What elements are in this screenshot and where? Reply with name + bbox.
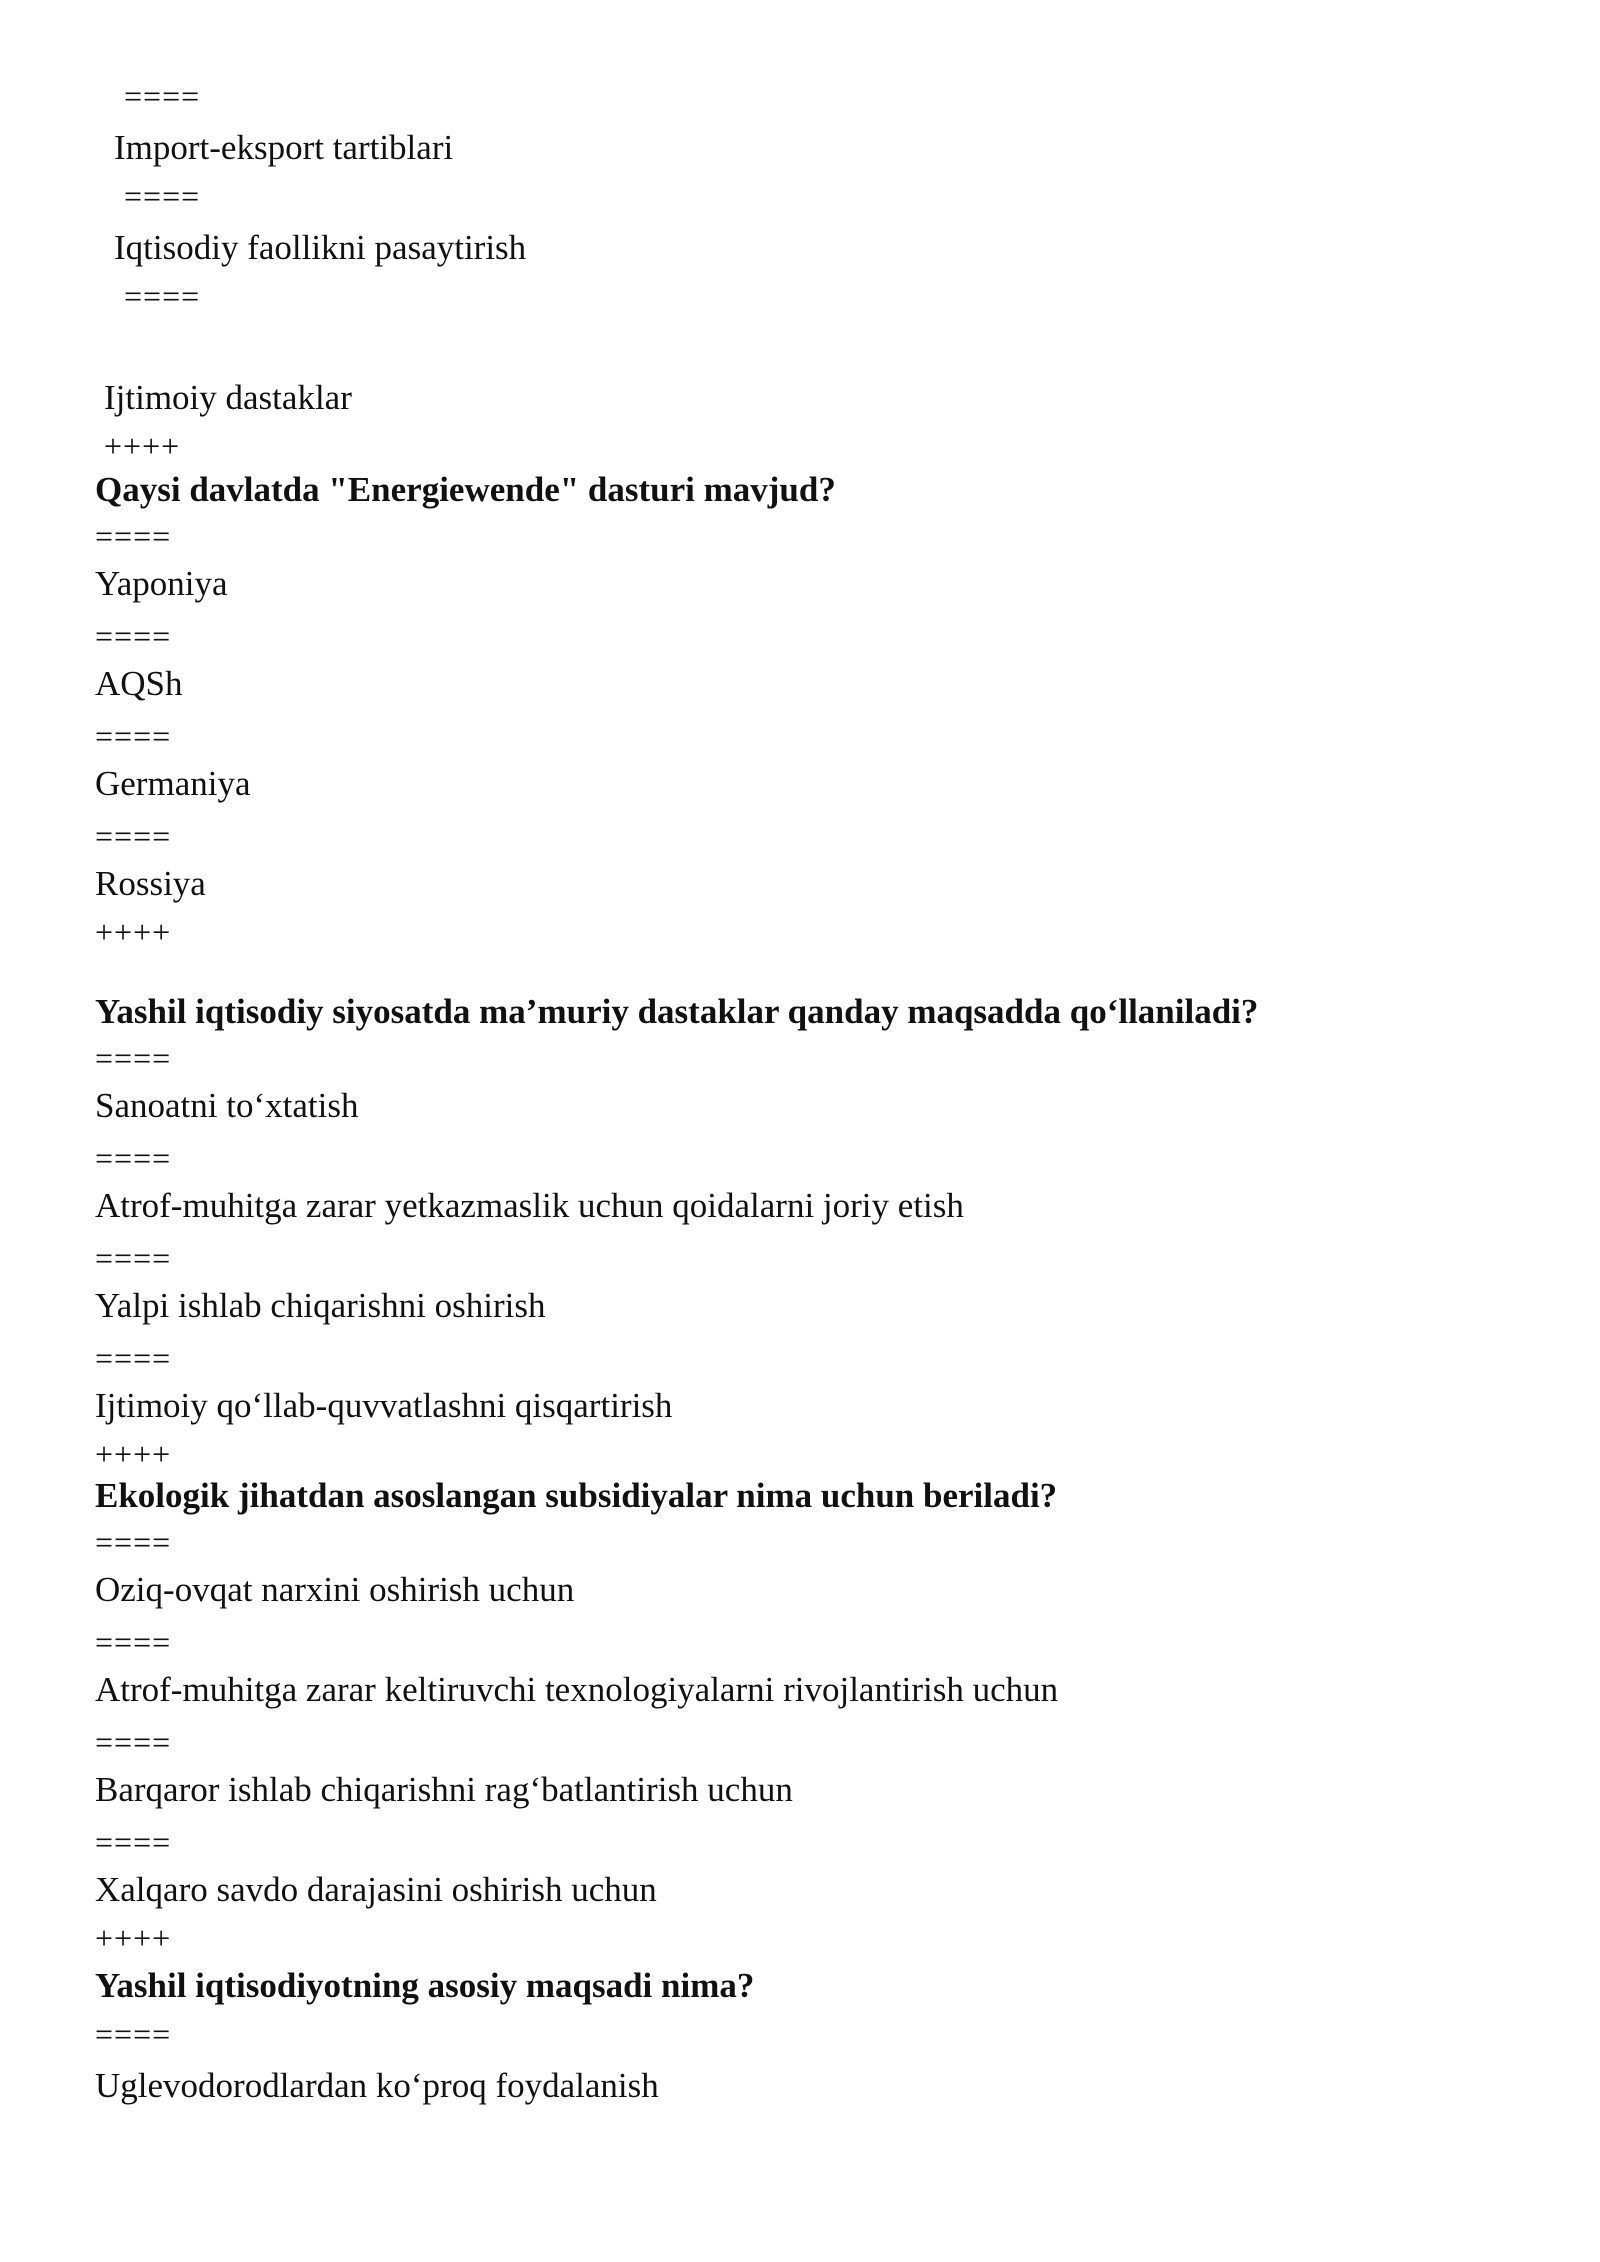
question-separator: ++++ xyxy=(95,1920,172,1956)
answer-option: Barqaror ishlab chiqarishni rag‘batlantirish uchun xyxy=(95,1770,793,1809)
option-separator: ==== xyxy=(95,818,172,854)
answer-option: Germaniya xyxy=(95,764,251,803)
answer-option: Atrof-muhitga zarar keltiruvchi texnologiyalarni rivojlantirish uchun xyxy=(95,1670,1059,1709)
answer-option: Rossiya xyxy=(95,864,206,903)
answer-option: Oziq-ovqat narxini oshirish uchun xyxy=(95,1570,575,1609)
question-separator: ++++ xyxy=(95,1436,172,1472)
option-separator: ==== xyxy=(95,1340,172,1376)
answer-option: Yaponiya xyxy=(95,564,228,603)
question-text: Ekologik jihatdan asoslangan subsidiyalar nima uchun beriladi? xyxy=(95,1476,1058,1515)
option-separator: ==== xyxy=(95,1824,172,1860)
answer-option: AQSh xyxy=(95,664,183,703)
answer-option: Ijtimoiy qo‘llab-quvvatlashni qisqartirish xyxy=(95,1386,673,1425)
question-separator: ++++ xyxy=(95,914,172,950)
answer-option: Atrof-muhitga zarar yetkazmaslik uchun qoidalarni joriy etish xyxy=(95,1186,964,1225)
answer-option: Iqtisodiy faollikni pasaytirish xyxy=(114,228,527,267)
option-separator: ==== xyxy=(95,518,172,554)
option-separator: ==== xyxy=(95,718,172,754)
option-separator: ==== xyxy=(95,1624,172,1660)
option-separator: ==== xyxy=(95,1724,172,1760)
question-text: Qaysi davlatda "Energiewende" dasturi mavjud? xyxy=(95,470,836,509)
answer-option: Ijtimoiy dastaklar xyxy=(104,378,352,417)
option-separator: ==== xyxy=(95,618,172,654)
answer-option: Yalpi ishlab chiqarishni oshirish xyxy=(95,1286,546,1325)
option-separator: ==== xyxy=(95,1240,172,1276)
option-separator: ==== xyxy=(95,1140,172,1176)
question-separator: ++++ xyxy=(104,428,181,464)
option-separator: ==== xyxy=(124,178,201,214)
answer-option: Import-eksport tartiblari xyxy=(114,128,454,167)
option-separator: ==== xyxy=(95,1040,172,1076)
option-separator: ==== xyxy=(95,1524,172,1560)
question-text: Yashil iqtisodiyotning asosiy maqsadi nima? xyxy=(95,1966,755,2005)
option-separator: ==== xyxy=(124,278,201,314)
option-separator: ==== xyxy=(124,78,201,114)
answer-option: Uglevodorodlardan ko‘proq foydalanish xyxy=(95,2066,659,2105)
answer-option: Sanoatni to‘xtatish xyxy=(95,1086,359,1125)
option-separator: ==== xyxy=(95,2016,172,2052)
question-text: Yashil iqtisodiy siyosatda ma’muriy dastaklar qanday maqsadda qo‘llaniladi? xyxy=(95,992,1259,1031)
answer-option: Xalqaro savdo darajasini oshirish uchun xyxy=(95,1870,657,1909)
